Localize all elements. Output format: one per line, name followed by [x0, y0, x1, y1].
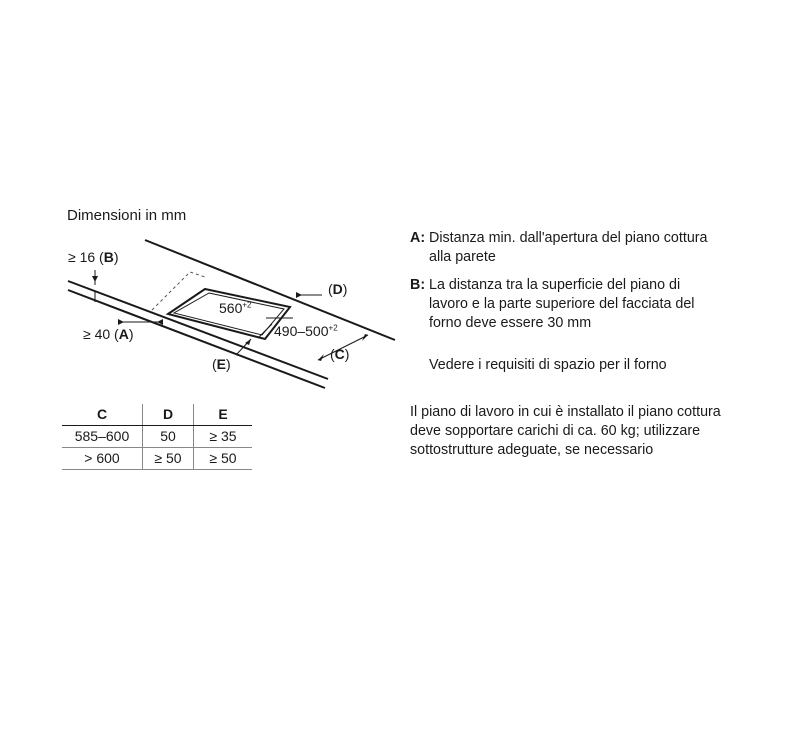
table-header-e: E	[194, 404, 253, 426]
table-header-d: D	[143, 404, 194, 426]
legend-item-b	[410, 276, 719, 333]
label-b: ≥ 16 (B)	[68, 249, 119, 265]
dim-a-arrow-left	[118, 319, 124, 325]
table-cell: > 600	[62, 448, 143, 470]
legend-key: B:	[410, 277, 426, 293]
label-e: (E)	[212, 356, 231, 372]
table-cell: ≥ 35	[194, 426, 253, 448]
label-d: (D)	[328, 281, 348, 297]
legend-key: A:	[410, 230, 426, 246]
table-cell: ≥ 50	[143, 448, 194, 470]
label-a: ≥ 40 (A)	[83, 326, 134, 342]
table-row	[62, 448, 252, 470]
table-header-row	[62, 404, 252, 426]
legend-text: La distanza tra la superficie del piano di lavoro e la parte superiore del facciata del forno deve essere 30 mm	[429, 277, 695, 331]
dim-depth-leader	[258, 324, 272, 338]
wall-reference-dashed	[152, 272, 205, 310]
legend-item-a	[410, 229, 729, 267]
label-c: (C)	[330, 346, 350, 362]
clearance-table	[62, 404, 252, 470]
dim-b-arrow	[92, 276, 98, 282]
table-cell: 585–600	[62, 426, 143, 448]
legend-text: Distanza min. dall'apertura del piano cottura alla parete	[429, 230, 708, 265]
table-row	[62, 426, 252, 448]
label-width: $560^{+2}$	[219, 300, 252, 316]
table-cell: 50	[143, 426, 194, 448]
table-cell: ≥ 50	[194, 448, 253, 470]
load-note: Il piano di lavoro in cui è installato il piano cottura deve sopportare carichi di ca. 60 kg; utilizzare sottostrutture adeguate, se necessario	[410, 404, 721, 458]
oven-note: Vedere i requisiti di spazio per il forno	[429, 357, 667, 373]
table-header-c: C	[62, 404, 143, 426]
label-depth: $490-500^{+2}$	[274, 323, 338, 339]
dim-d-arrow	[296, 292, 302, 298]
dimensions-title: Dimensioni in mm	[67, 207, 187, 224]
